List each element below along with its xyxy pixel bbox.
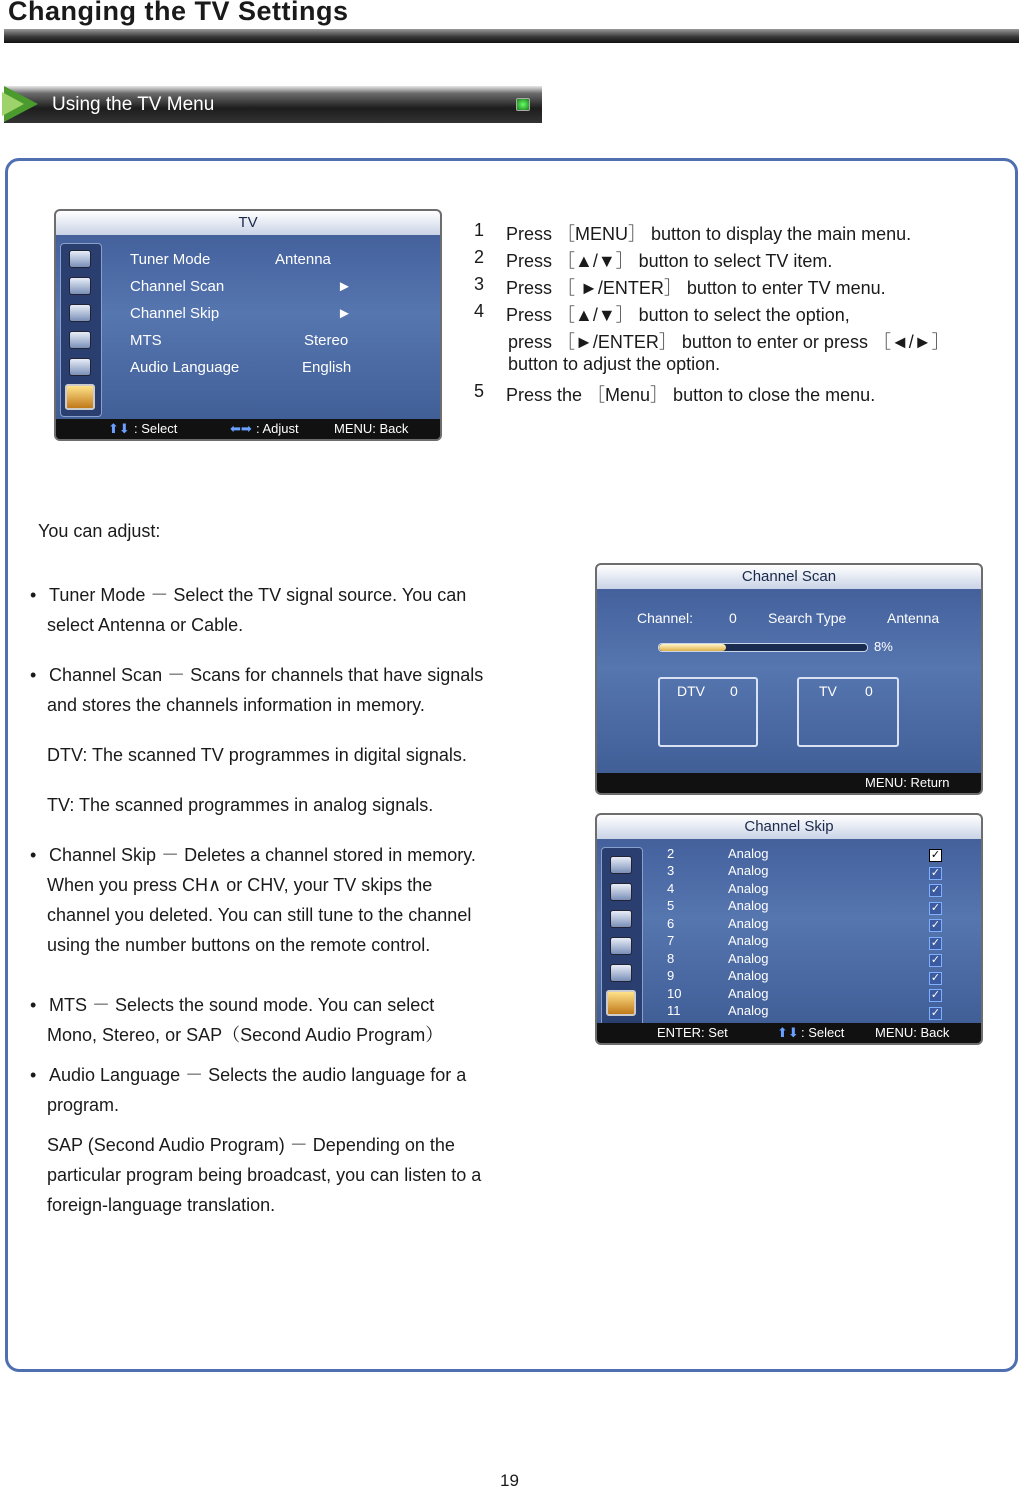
footer-adjust-hint: : Adjust xyxy=(256,421,299,436)
dtv-label: DTV xyxy=(677,683,705,699)
desc-dtv: DTV: The scanned TV programmes in digital signals. xyxy=(47,745,467,765)
skip-row-number: 7 xyxy=(667,933,675,948)
skip-row-type: Analog xyxy=(728,846,769,861)
skip-checkbox[interactable]: ✓ xyxy=(930,849,941,861)
desc-scan-line2: and stores the channels information in memory. xyxy=(47,695,425,715)
tv-icon xyxy=(69,250,91,268)
step-number: 3 xyxy=(474,274,485,294)
skip-row-number: 8 xyxy=(667,951,675,966)
skip-row-number: 6 xyxy=(667,916,675,931)
skip-row-type: Analog xyxy=(728,1003,769,1018)
step-text: Press ［▲/▼］ button to select TV item. xyxy=(506,251,833,271)
scan-search-type-value: Antenna xyxy=(887,610,940,626)
footer-back-hint: MENU: Back xyxy=(875,1025,950,1040)
monitor-icon xyxy=(610,964,632,982)
step-text: Press ［MENU］ button to display the main menu. xyxy=(506,224,912,244)
step-number: 5 xyxy=(474,381,485,401)
skip-row-number: 2 xyxy=(667,846,675,861)
desc-tuner-line1: Tuner Mode － Select the TV signal source. You can xyxy=(49,585,467,605)
lock-icon xyxy=(69,331,91,349)
channel-scan-title: Channel Scan xyxy=(597,565,981,589)
tv-menu-item-label: Channel Scan xyxy=(130,278,225,295)
settings-icon xyxy=(69,304,91,322)
tv-menu-item-label: MTS xyxy=(130,332,162,349)
skip-checkbox[interactable]: ✓ xyxy=(930,884,941,896)
tv-menu-item-value: ► xyxy=(337,278,352,295)
scan-channel-label: Channel: xyxy=(637,610,694,626)
scan-search-type-label: Search Type xyxy=(768,610,847,626)
footer-select-hint: : Select xyxy=(801,1025,845,1040)
tv-menu-item-value: ► xyxy=(337,305,352,322)
footer-set-hint: ENTER: Set xyxy=(657,1025,728,1040)
step-text: Press ［ ►/ENTER］ button to enter TV menu. xyxy=(506,278,886,298)
scan-channel-value: 0 xyxy=(729,610,737,626)
skip-row-number: 3 xyxy=(667,863,675,878)
dtv-count-box xyxy=(658,677,758,747)
channel-skip-screenshot xyxy=(595,813,983,1045)
desc-audio-line2: program. xyxy=(47,1095,120,1115)
desc-skip-line1: Channel Skip － Deletes a channel stored in memory. xyxy=(49,845,476,865)
left-right-arrows-icon: ⬅➡ xyxy=(230,421,252,436)
bullet: • xyxy=(30,995,37,1015)
satellite-icon xyxy=(610,883,632,901)
skip-row-number: 4 xyxy=(667,881,675,896)
skip-row-number: 9 xyxy=(667,968,675,983)
channel-scan-footer xyxy=(597,773,981,793)
footer-return-hint: MENU: Return xyxy=(865,775,950,790)
skip-row-number: 10 xyxy=(667,986,682,1001)
tv-menu-item-label: Audio Language xyxy=(130,359,240,376)
tv-menu-item-label: Tuner Mode xyxy=(130,251,211,268)
desc-skip-line4: using the number buttons on the remote control. xyxy=(47,935,431,955)
step-number: 2 xyxy=(474,247,485,267)
antenna-dish-icon xyxy=(606,990,636,1016)
skip-row-type: Analog xyxy=(728,986,769,1001)
skip-row-number: 11 xyxy=(667,1003,681,1018)
scan-progress-percent: 8% xyxy=(874,639,893,654)
footer-select-hint: : Select xyxy=(134,421,178,436)
desc-mts-line1: MTS － Selects the sound mode. You can select xyxy=(49,995,435,1015)
desc-tuner-line2: select Antenna or Cable. xyxy=(47,615,244,635)
footer-back-hint: MENU: Back xyxy=(334,421,409,436)
skip-row-type: Analog xyxy=(728,863,769,878)
skip-row-type: Analog xyxy=(728,898,769,913)
channel-scan-screenshot xyxy=(595,563,983,795)
step-text: Press ［▲/▼］ button to select the option, xyxy=(506,305,850,325)
skip-checkbox[interactable]: ✓ xyxy=(930,867,941,879)
settings-icon xyxy=(610,910,632,928)
desc-tv: TV: The scanned programmes in analog signals. xyxy=(47,795,434,815)
bullet: • xyxy=(30,1065,37,1085)
desc-skip-line3: channel you deleted. You can still tune to the channel xyxy=(47,905,472,925)
desc-sap-line1: SAP (Second Audio Program) － Depending on the xyxy=(47,1135,455,1155)
intro-text: You can adjust: xyxy=(38,521,161,541)
tv-menu-item-value: English xyxy=(302,359,352,376)
antenna-dish-icon xyxy=(65,384,95,410)
skip-checkbox[interactable]: ✓ xyxy=(930,954,941,966)
desc-scan-line1: Channel Scan － Scans for channels that have signals xyxy=(49,665,484,685)
title-underline-bar xyxy=(4,29,1019,43)
section-arrow-highlight-icon xyxy=(2,92,24,116)
skip-row-type: Analog xyxy=(728,951,769,966)
tv-menu-item-value: Antenna xyxy=(275,251,331,268)
skip-checkbox[interactable]: ✓ xyxy=(930,989,941,1001)
desc-mts-line2: Mono, Stereo, or SAP（Second Audio Program） xyxy=(47,1025,444,1045)
step-text: press ［►/ENTER］ button to enter or press ［◄/►］ xyxy=(508,332,950,352)
scan-progress-fill xyxy=(659,644,726,651)
indicator-led-icon xyxy=(516,98,530,111)
tv-menu-screenshot xyxy=(54,209,442,441)
tv-menu-item-value: Stereo xyxy=(304,332,349,349)
desc-sap-line2: particular program being broadcast, you can listen to a xyxy=(47,1165,482,1185)
skip-checkbox[interactable]: ✓ xyxy=(930,972,941,984)
bullet: • xyxy=(30,845,37,865)
desc-audio-line1: Audio Language － Selects the audio language for a xyxy=(49,1065,467,1085)
tv-menu-item-label: Channel Skip xyxy=(130,305,220,322)
monitor-icon xyxy=(69,358,91,376)
step-number: 4 xyxy=(474,301,485,321)
skip-row-type: Analog xyxy=(728,933,769,948)
channel-skip-footer xyxy=(597,1023,981,1043)
bullet: • xyxy=(30,585,37,605)
tv-count-box xyxy=(797,677,899,747)
up-down-arrows-icon: ⬆⬇ xyxy=(108,421,130,436)
tv-icon xyxy=(610,856,632,874)
step-number: 1 xyxy=(474,220,485,240)
tools-icon xyxy=(610,937,632,955)
skip-checkbox[interactable]: ✓ xyxy=(930,1007,941,1019)
skip-checkbox[interactable]: ✓ xyxy=(930,902,941,914)
skip-checkbox[interactable]: ✓ xyxy=(930,919,941,931)
skip-checkbox[interactable]: ✓ xyxy=(930,937,941,949)
page-number: 19 xyxy=(500,1471,519,1490)
tv-menu-footer xyxy=(56,419,440,439)
channel-skip-sidebar xyxy=(601,847,643,1027)
channel-skip-title: Channel Skip xyxy=(597,815,981,839)
skip-row-number: 5 xyxy=(667,898,675,913)
tv-menu-title: TV xyxy=(56,211,440,235)
bullet: • xyxy=(30,665,37,685)
skip-row-type: Analog xyxy=(728,881,769,896)
up-down-arrows-icon: ⬆⬇ xyxy=(777,1025,799,1040)
satellite-icon xyxy=(69,277,91,295)
skip-row-type: Analog xyxy=(728,916,769,931)
page-title: Changing the TV Settings xyxy=(8,0,349,26)
skip-row-type: Analog xyxy=(728,968,769,983)
desc-skip-line2: When you press CH∧ or CHV, your TV skips the xyxy=(47,875,433,895)
step-text: button to adjust the option. xyxy=(508,354,721,374)
tv-label: TV xyxy=(819,683,837,699)
section-title: Using the TV Menu xyxy=(52,94,215,115)
step-text: Press the ［Menu］ button to close the menu. xyxy=(506,385,876,405)
tv-count: 0 xyxy=(865,683,873,699)
tv-menu-sidebar xyxy=(60,243,102,417)
desc-sap-line3: foreign-language translation. xyxy=(47,1195,276,1215)
dtv-count: 0 xyxy=(730,683,738,699)
scan-progress-track xyxy=(658,643,868,652)
